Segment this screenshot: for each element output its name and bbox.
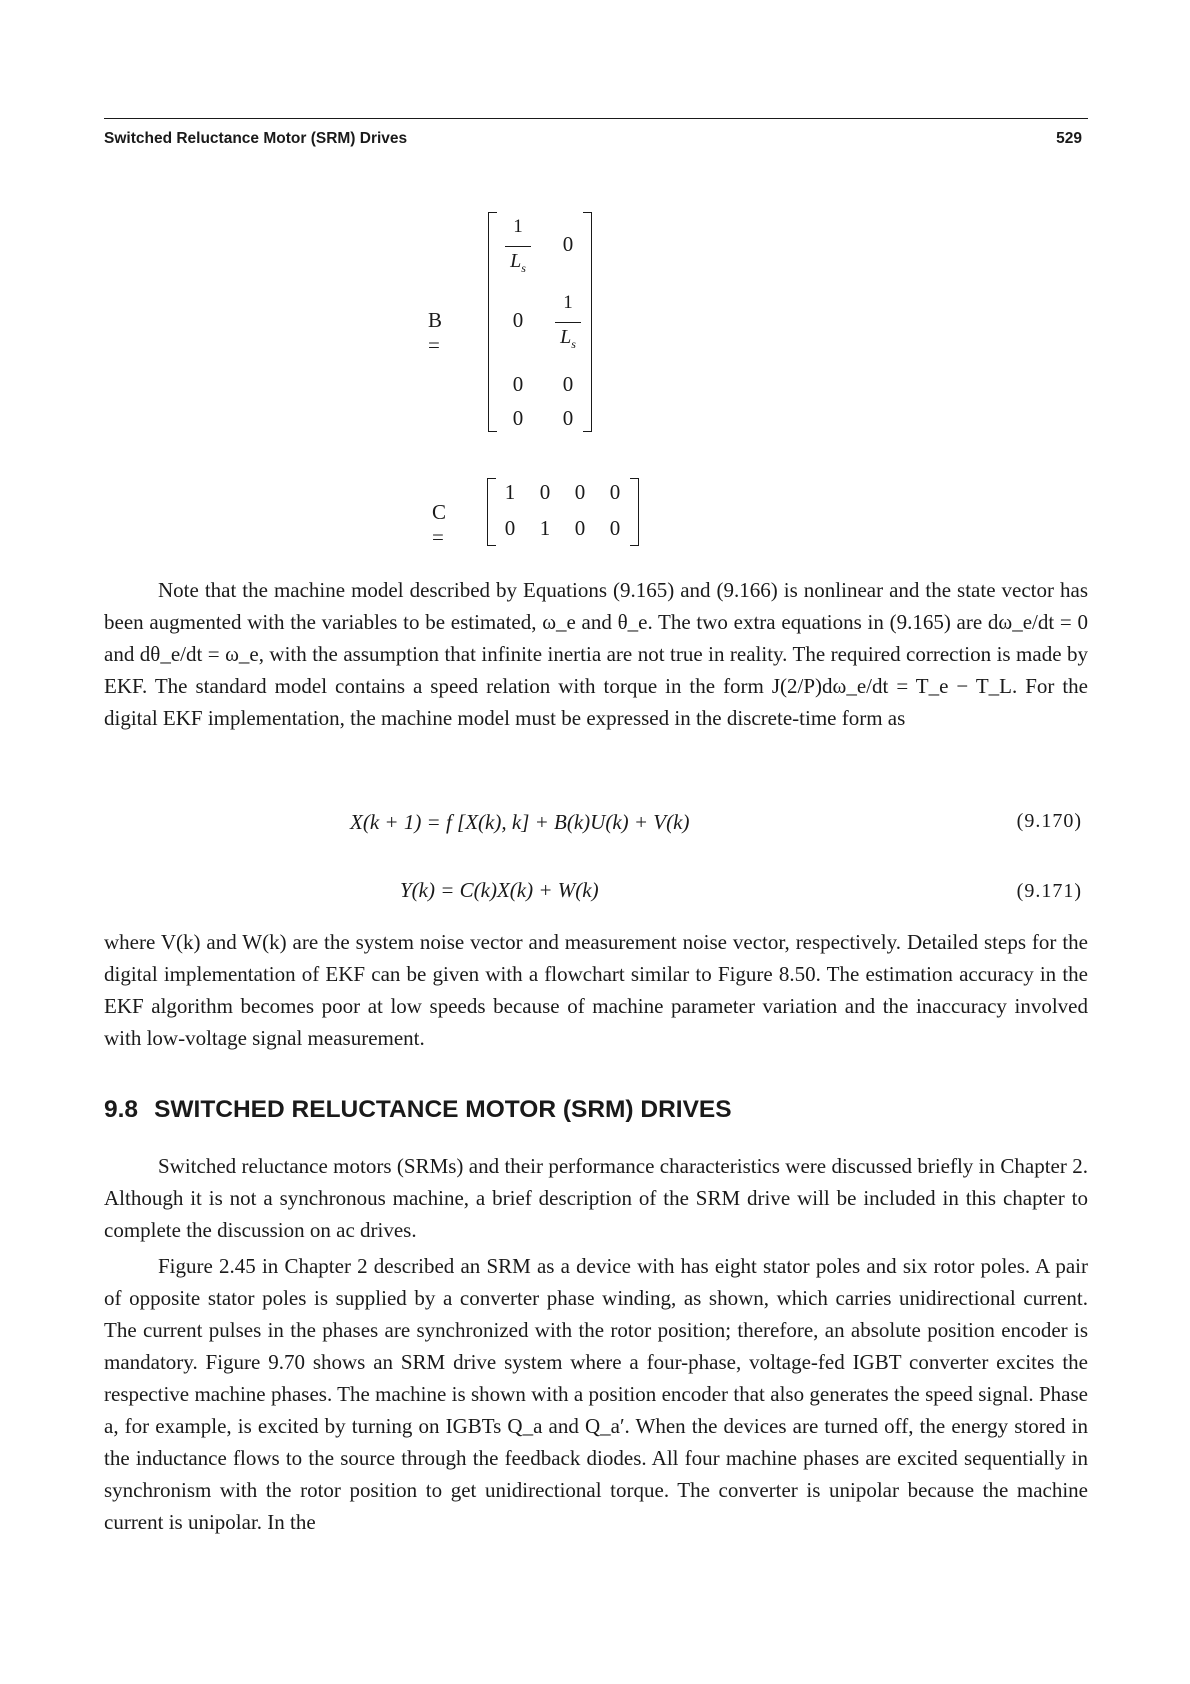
section-heading: 9.8 SWITCHED RELUCTANCE MOTOR (SRM) DRIVES [104, 1096, 732, 1123]
running-title: Switched Reluctance Motor (SRM) Drives [104, 130, 408, 147]
fraction-bar [505, 246, 531, 247]
matrix-cell: 0 [574, 516, 586, 540]
body-paragraph: Note that the machine model described by Equations (9.165) and (9.166) is nonlinear and the state vector has been augmented with the variables to be estimated, ω_e and θ_e. The two extra equations in (9.165) are dω_e/dt = 0 and dθ_e/dt = ω_e, with the assumption that infinite inertia are not true in reality. The required correction is made by EKF. The standard model contains a speed relation with torque in the form J(2/P)dω_e/dt = T_e − T_L. For the digital EKF implementation, the machine model must be expressed in the discrete-time form as [104, 578, 1088, 730]
fraction-bar [555, 322, 581, 323]
matrix-cell: 0 [609, 516, 621, 540]
right-bracket [630, 478, 639, 546]
right-bracket [583, 212, 592, 432]
equation-number: (9.171) [1016, 880, 1082, 902]
body-paragraph: where V(k) and W(k) are the system noise vector and measurement noise vector, respectively. Detailed steps for the digital implementation of EKF can be given with a flowchart similar to Figure 8.50. The estimation accuracy in the EKF algorithm becomes poor at low speeds because of machine parameter variation and the inaccuracy involved with low-voltage signal measurement. [104, 930, 1088, 1050]
fraction-numerator: 1 [563, 292, 573, 313]
body-paragraph: Figure 2.45 in Chapter 2 described an SRM as a device with has eight stator poles and six rotor poles. A pair of opposite stator poles is supplied by a converter phase winding, as shown, which carries unidirectional current. The current pulses in the phases are synchronized with the rotor position; therefore, an absolute position encoder is mandatory. Figure 9.70 shows an SRM drive system where a four-phase, voltage-fed IGBT converter excites the respective machine phases. The machine is shown with a position encoder that also generates the speed signal. Phase a, for example, is excited by turning on IGBTs Q_a and Q_a′. When the devices are turned off, the energy stored in the inductance flows to the source through the feedback diodes. All four machine phases are excited sequentially in synchronism with the rotor position to get unidirectional torque. The converter is unipolar because the machine current is unipolar. In the [104, 1254, 1088, 1534]
matrix-cell: 0 [609, 480, 621, 504]
matrix-cell: 0 [562, 406, 574, 430]
matrix-cell: 0 [562, 372, 574, 396]
matrix-b-label: B = [428, 308, 443, 357]
page-number: 529 [1056, 130, 1082, 147]
matrix-cell: 0 [504, 516, 516, 540]
matrix-cell: 0 [512, 372, 524, 396]
matrix-cell: 0 [574, 480, 586, 504]
fraction-denominator: $L_s$ [510, 250, 526, 275]
header-rule [104, 118, 1088, 119]
equation-9-171: Y(k) = C(k)X(k) + W(k) [400, 878, 599, 902]
matrix-cell: 0 [512, 406, 524, 430]
left-bracket [488, 212, 497, 432]
matrix-cell: 1 [539, 516, 551, 540]
matrix-cell: 0 [539, 480, 551, 504]
body-paragraph: Switched reluctance motors (SRMs) and their performance characteristics were discussed briefly in Chapter 2. Although it is not a synchronous machine, a brief description of the SRM drive will be included in this chapter to complete the discussion on ac drives. [104, 1154, 1088, 1242]
matrix-c-label: C = [432, 500, 447, 549]
equation-number: (9.170) [1016, 810, 1082, 832]
fraction-numerator: 1 [513, 216, 523, 237]
matrix-cell: 0 [512, 308, 524, 332]
matrix-cell: 1 [504, 480, 516, 504]
matrix-cell: 0 [562, 232, 574, 256]
fraction-denominator: $L_s$ [560, 326, 576, 351]
equation-9-170: X(k + 1) = f [X(k), k] + B(k)U(k) + V(k) [350, 810, 690, 834]
